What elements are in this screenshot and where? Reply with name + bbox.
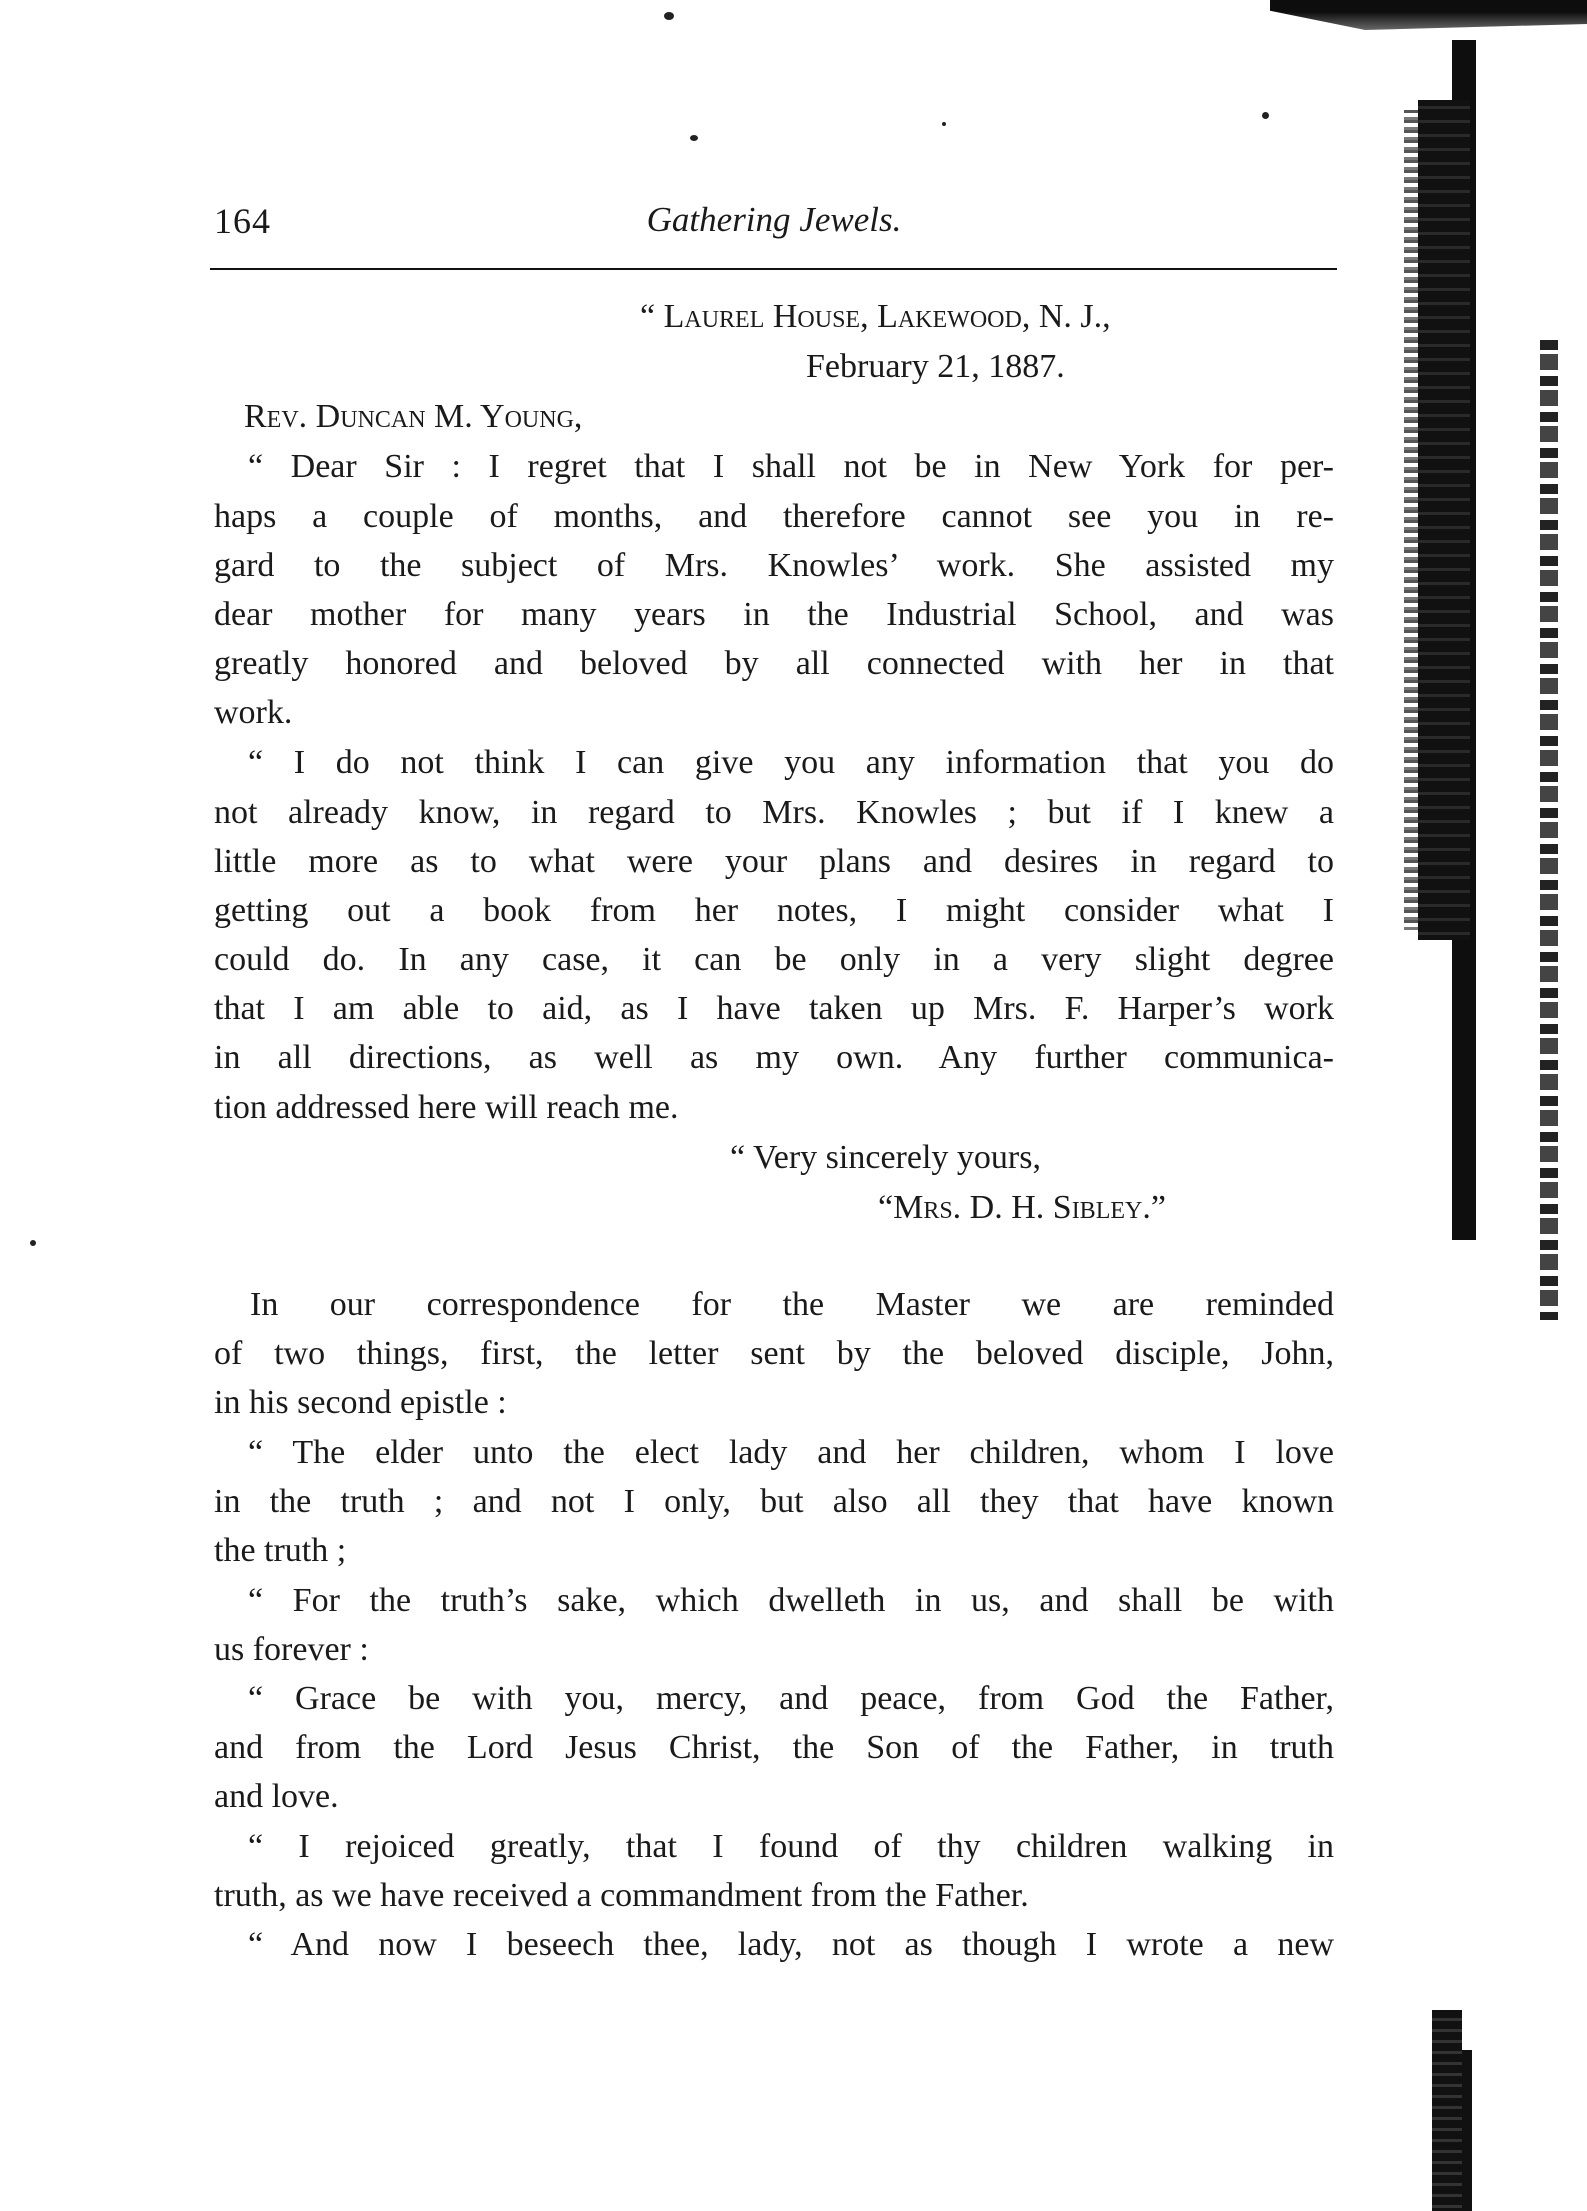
letter-line: not already know, in regard to Mrs. Knowles ; but if I knew a [214,794,1334,831]
scan-speck [30,1240,36,1246]
scan-speck [1262,112,1269,119]
letter-salutation-to: Rev. Duncan M. Young, [244,398,583,435]
letter-line: in all directions, as well as my own. Any further communica- [214,1039,1334,1076]
running-title: Gathering Jewels. [646,200,902,239]
body-line: “ The elder unto the elect lady and her children, whom I love [248,1434,1334,1471]
binding-edge-bar [1462,2050,1472,2211]
letter-line: “ Dear Sir : I regret that I shall not be in New York for per- [248,448,1334,485]
letter-line: that I am able to aid, as I have taken up Mrs. F. Harper’s work [214,990,1334,1027]
letter-line: getting out a book from her notes, I might consider what I [214,892,1334,929]
letter-address: “ Laurel House, Lakewood, N. J., [640,298,1111,335]
body-line: “ And now I beseech thee, lady, not as though I wrote a new [248,1926,1334,1963]
scan-speck [690,135,698,141]
letter-line: could do. In any case, it can be only in a very slight degree [214,941,1334,978]
running-head [214,200,1334,250]
body-line: and from the Lord Jesus Christ, the Son of the Father, in truth [214,1729,1334,1766]
letter-line: greatly honored and beloved by all connected with her in that [214,645,1334,682]
letter-line: gard to the subject of Mrs. Knowles’ work. She assisted my [214,547,1334,584]
letter-line: “ I do not think I can give you any information that you do [248,744,1334,781]
body-line: the truth ; [214,1532,347,1569]
binding-shadow-top [1270,0,1587,60]
body-line: in his second epistle : [214,1384,507,1421]
binding-edge-bar [1404,110,1418,930]
letter-closing: “ Very sincerely yours, [730,1139,1041,1176]
body-line: truth, as we have received a commandment from the Father. [214,1877,1029,1914]
letter-line: dear mother for many years in the Industrial School, and was [214,596,1334,633]
body-line: In our correspondence for the Master we are reminded [250,1286,1334,1323]
binding-edge-bar [1432,2010,1462,2211]
letter-line: work. [214,694,293,731]
letter-line: little more as to what were your plans and desires in regard to [214,843,1334,880]
body-line: of two things, first, the letter sent by the beloved disciple, John, [214,1335,1334,1372]
header-rule [210,268,1337,270]
binding-edge-bar [1418,100,1470,940]
binding-edge-bar [1540,340,1558,1320]
letter-line: tion addressed here will reach me. [214,1089,679,1126]
letter-date: February 21, 1887. [806,348,1065,385]
body-line: in the truth ; and not I only, but also all they that have known [214,1483,1334,1520]
body-line: “ Grace be with you, mercy, and peace, from God the Father, [248,1680,1334,1717]
letter-signature: “Mrs. D. H. Sibley.” [878,1189,1166,1226]
scan-speck [942,122,946,126]
body-line: us forever : [214,1631,369,1668]
body-line: “ For the truth’s sake, which dwelleth in us, and shall be with [248,1582,1334,1619]
letter-line: haps a couple of months, and therefore cannot see you in re- [214,498,1334,535]
body-line: “ I rejoiced greatly, that I found of thy children walking in [248,1828,1334,1865]
scan-speck [664,12,674,20]
body-line: and love. [214,1778,339,1815]
page-number: 164 [214,201,271,241]
